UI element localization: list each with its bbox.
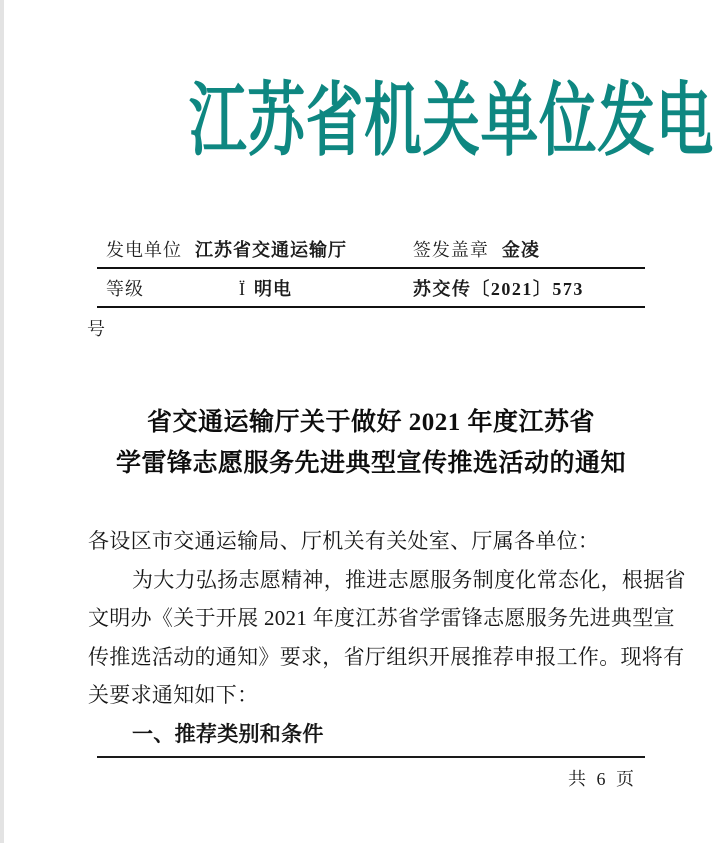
- document-body: [88, 522, 686, 754]
- grade-field: [97, 275, 404, 301]
- masthead: [87, 74, 714, 170]
- paragraph-line: 传推选活动的通知》要求，省厅组织开展推荐申报工作。现将有: [88, 644, 685, 669]
- signature-label: 签发盖章: [412, 240, 489, 260]
- paragraph-line: 文明办《关于开展 2021 年度江苏省学雷锋志愿服务先进典型宣: [88, 606, 675, 631]
- number-label: 号: [87, 319, 106, 339]
- document-title-line-1: 省交通运输厅关于做好 2021 年度江苏省: [146, 409, 595, 436]
- header-row-1: [97, 231, 645, 269]
- signature-value: 金凌: [501, 240, 540, 260]
- header-row-3: [87, 308, 645, 344]
- doc-number-field: [404, 275, 645, 301]
- page-edge-strip: [0, 0, 4, 843]
- paragraph-line: 为大力弘扬志愿精神，推进志愿服务制度化常态化，根据省: [132, 567, 686, 592]
- signature-field: [404, 236, 645, 262]
- doc-number-value: 苏交传〔2021〕573: [412, 278, 584, 299]
- grade-value: [239, 275, 292, 301]
- sending-unit-field: [97, 236, 404, 262]
- sending-unit-label: 发电单位: [106, 240, 182, 260]
- page-count: 共 6 页: [568, 769, 637, 789]
- header-form: [87, 231, 645, 344]
- document-title: [97, 402, 675, 484]
- grade-text: 明电: [254, 278, 292, 299]
- paragraph-line: 关要求通知如下：: [88, 683, 259, 708]
- footer-divider: [97, 756, 645, 791]
- grade-mark: Ï: [239, 278, 246, 299]
- document-title-line-2: 学雷锋志愿服务先进典型宣传推选活动的通知: [115, 450, 626, 477]
- salutation-line: 各设区市交通运输局、厅机关有关处室、厅属各单位：: [88, 529, 600, 553]
- masthead-title: 江苏省机关单位发电: [189, 78, 714, 166]
- header-row-2: [97, 269, 645, 308]
- section-heading: 一、推荐类别和条件: [132, 721, 324, 746]
- grade-label: 等级: [106, 278, 144, 299]
- sending-unit-value: 江苏省交通运输厅: [195, 240, 347, 260]
